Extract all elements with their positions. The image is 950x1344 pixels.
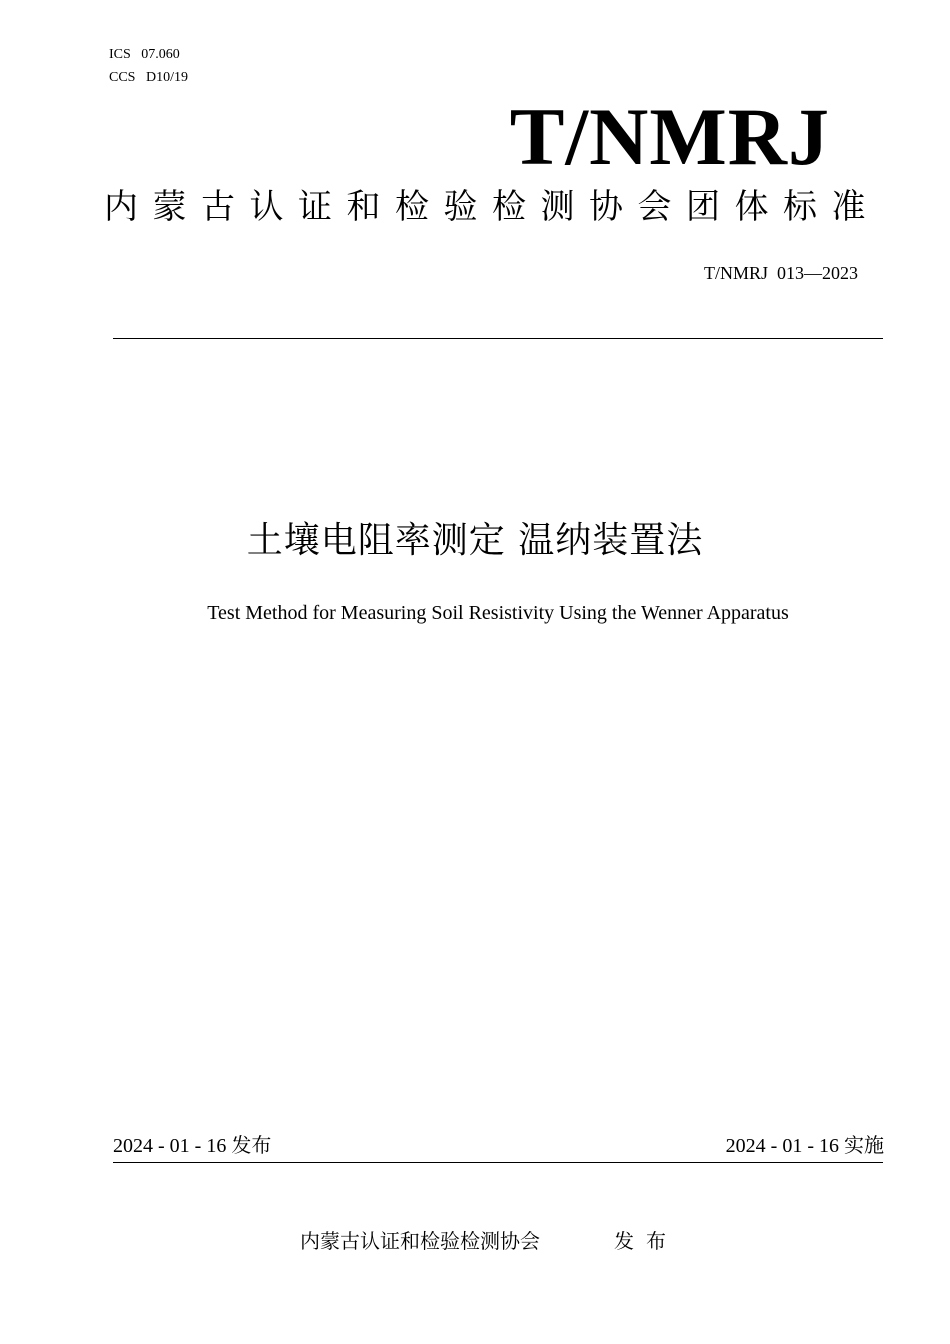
ics-code: ICS 07.060 — [109, 47, 180, 62]
release-date-value: 2024 - 01 - 16 — [113, 1135, 232, 1157]
implement-date-value: 2024 - 01 - 16 — [725, 1135, 844, 1157]
document-title-english: Test Method for Measuring Soil Resistivity Using the Wenner Apparatus — [207, 602, 789, 624]
publisher-name: 内蒙古认证和检验检测协会 — [300, 1229, 540, 1253]
footer-divider — [113, 1162, 883, 1163]
release-date-label: 发布 — [231, 1133, 272, 1157]
implement-date — [726, 1132, 884, 1159]
release-date — [113, 1132, 271, 1159]
implement-date-label: 实施 — [844, 1133, 884, 1157]
ccs-code: CCS D10/19 — [109, 70, 188, 85]
document-title-chinese: 土壤电阻率测定 温纳装置法 — [246, 520, 704, 561]
header-divider — [113, 338, 883, 339]
standard-number: T/NMRJ 013—2023 — [703, 263, 858, 283]
standard-logo: T/NMRJ — [509, 91, 830, 182]
organization-standard-title: 内蒙古认证和检验检测协会团体标准 — [104, 187, 880, 227]
publish-word: 发布 — [614, 1229, 678, 1253]
